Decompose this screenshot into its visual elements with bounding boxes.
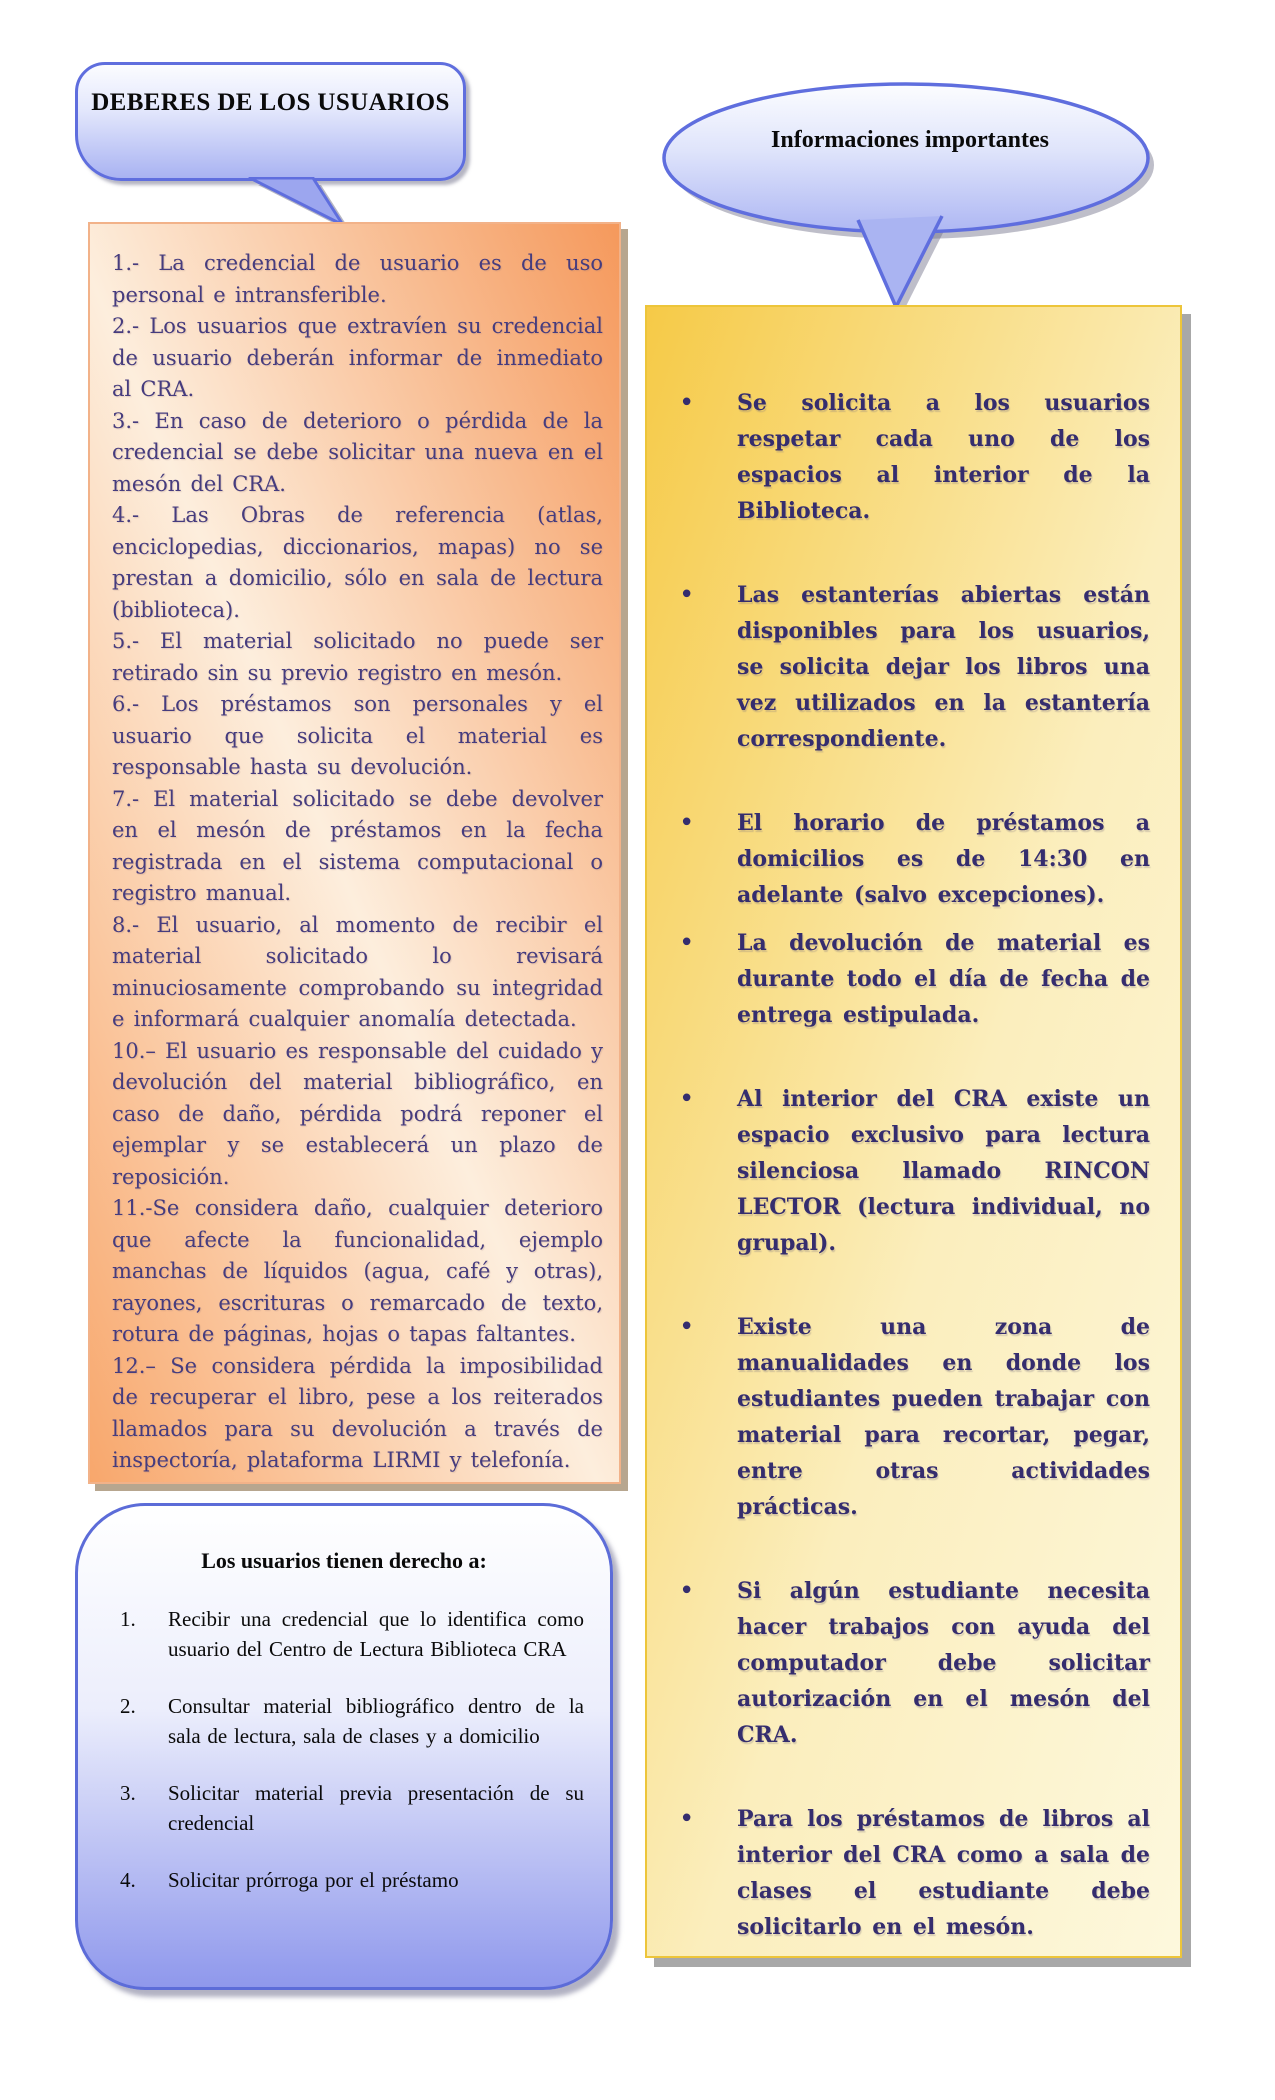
info-bullet-list: [647, 307, 1180, 1945]
info-bullet-text: Las estanterías abiertas están disponibles para los usuarios, se solicita dejar los libros una vez utilizados en la estantería correspondiente.: [737, 582, 1150, 752]
right-item-number: 1.: [120, 1607, 136, 1631]
bullet-icon: •: [679, 388, 695, 418]
right-item: [120, 1865, 584, 1895]
duty-item: 10.– El usuario es responsable del cuidado y devolución del material bibliográfico, en caso de daño, pérdida podrá reponer el ejemplar y se establecerá un plazo de reposición.: [112, 1038, 603, 1189]
info-bullet-text: El horario de préstamos a domicilios es de 14:30 en adelante (salvo excepciones).: [737, 810, 1150, 908]
info-bubble-title: Informaciones importantes: [771, 127, 1049, 153]
bubble-ellipse: [664, 84, 1148, 232]
bullet-icon: •: [679, 1804, 695, 1834]
bullet-icon: •: [679, 928, 695, 958]
duty-item: 8.- El usuario, al momento de recibir el material solicitado lo revisará minuciosamente comprobando su integridad e informará cualquier anomalía detectada.: [112, 912, 603, 1031]
right-item-text: Solicitar material previa presentación de su credencial: [168, 1781, 584, 1835]
info-bullet-text: Si algún estudiante necesita hacer trabajos con ayuda del computador debe solicitar autorización en el mesón del CRA.: [737, 1578, 1150, 1748]
right-item-number: 4.: [120, 1868, 136, 1892]
duty-item: 3.- En caso de deterioro o pérdida de la credencial se debe solicitar una nueva en el mesón del CRA.: [112, 408, 603, 496]
duties-list: [90, 224, 619, 1477]
info-bullet: [679, 1081, 1150, 1261]
duty-item: 11.-Se considera daño, cualquier deterioro que afecte la funcionalidad, ejemplo manchas de líquidos (agua, café y otras), rayones, escrituras o remarcado de texto, rotura de páginas, hojas o tapas faltantes.: [112, 1196, 603, 1346]
info-bullet: [679, 1801, 1150, 1945]
rights-heading: Los usuarios tienen derecho a:: [201, 1548, 487, 1573]
duties-box: [88, 222, 621, 1484]
right-item-text: Consultar material bibliográfico dentro de la sala de lectura, sala de clases y a domicilio: [168, 1694, 584, 1748]
bullet-icon: •: [679, 808, 695, 838]
info-box: [645, 305, 1182, 1958]
info-bullet-text: La devolución de material es durante todo el día de fecha de entrega estipulada.: [737, 930, 1150, 1028]
right-item: [120, 1604, 584, 1664]
rights-box: [75, 1503, 613, 1990]
duty-item: 2.- Los usuarios que extravíen su credencial de usuario deberán informar de inmediato al CRA.: [112, 314, 603, 401]
info-bullet: [679, 577, 1150, 757]
right-item-number: 3.: [120, 1781, 136, 1805]
info-bubble: [640, 58, 1200, 318]
info-bullet-text: Para los préstamos de libros al interior del CRA como a sala de clases el estudiante debe solicitarlo en el mesón.: [737, 1806, 1150, 1940]
title-banner: [75, 62, 466, 181]
duty-item: 6.- Los préstamos son personales y el usuario que solicita el material es responsable hasta su devolución.: [112, 692, 603, 779]
right-item-text: Recibir una credencial que lo identifica como usuario del Centro de Lectura Biblioteca CRA: [168, 1607, 584, 1661]
page-title: DEBERES DE LOS USUARIOS: [91, 89, 450, 116]
bubble-tail: [858, 216, 942, 307]
right-item: [120, 1691, 584, 1751]
bullet-icon: •: [679, 1084, 695, 1114]
info-bullet: [679, 385, 1150, 529]
bullet-icon: •: [679, 1312, 695, 1342]
bullet-icon: •: [679, 1576, 695, 1606]
info-bullet: [679, 805, 1150, 913]
info-bullet: [679, 925, 1150, 1033]
bullet-icon: •: [679, 580, 695, 610]
info-bullet: [679, 1573, 1150, 1753]
info-bullet-text: Se solicita a los usuarios respetar cada uno de los espacios al interior de la Biblioteca.: [737, 390, 1150, 524]
info-bullet: [679, 1309, 1150, 1525]
duty-item: 1.- La credencial de usuario es de uso personal e intransferible.: [112, 251, 603, 307]
info-bullet-text: Al interior del CRA existe un espacio exclusivo para lectura silenciosa llamado RINCON LECTOR (lectura individual, no grupal).: [737, 1086, 1150, 1256]
duty-item: 4.- Las Obras de referencia (atlas, enciclopedias, diccionarios, mapas) no se prestan a domicilio, sólo en sala de lectura (biblioteca).: [112, 503, 603, 622]
info-bullet-text: Existe una zona de manualidades en donde los estudiantes pueden trabajar con material para recortar, pegar, entre otras actividades prácticas.: [737, 1314, 1150, 1520]
right-item: [120, 1778, 584, 1838]
duty-item: 12.– Se considera pérdida la imposibilidad de recuperar el libro, pese a los reiterados llamados para su devolución a través de inspectoría, plataforma LIRMI y telefonía.: [112, 1353, 603, 1472]
duty-item: 5.- El material solicitado no puede ser retirado sin su previo registro en mesón.: [112, 629, 603, 685]
duty-item: 7.- El material solicitado se debe devolver en el mesón de préstamos en la fecha registrada en el sistema computacional o registro manual.: [112, 786, 603, 905]
rights-list: [78, 1604, 610, 1895]
right-item-number: 2.: [120, 1694, 136, 1718]
right-item-text: Solicitar prórroga por el préstamo: [168, 1868, 459, 1892]
